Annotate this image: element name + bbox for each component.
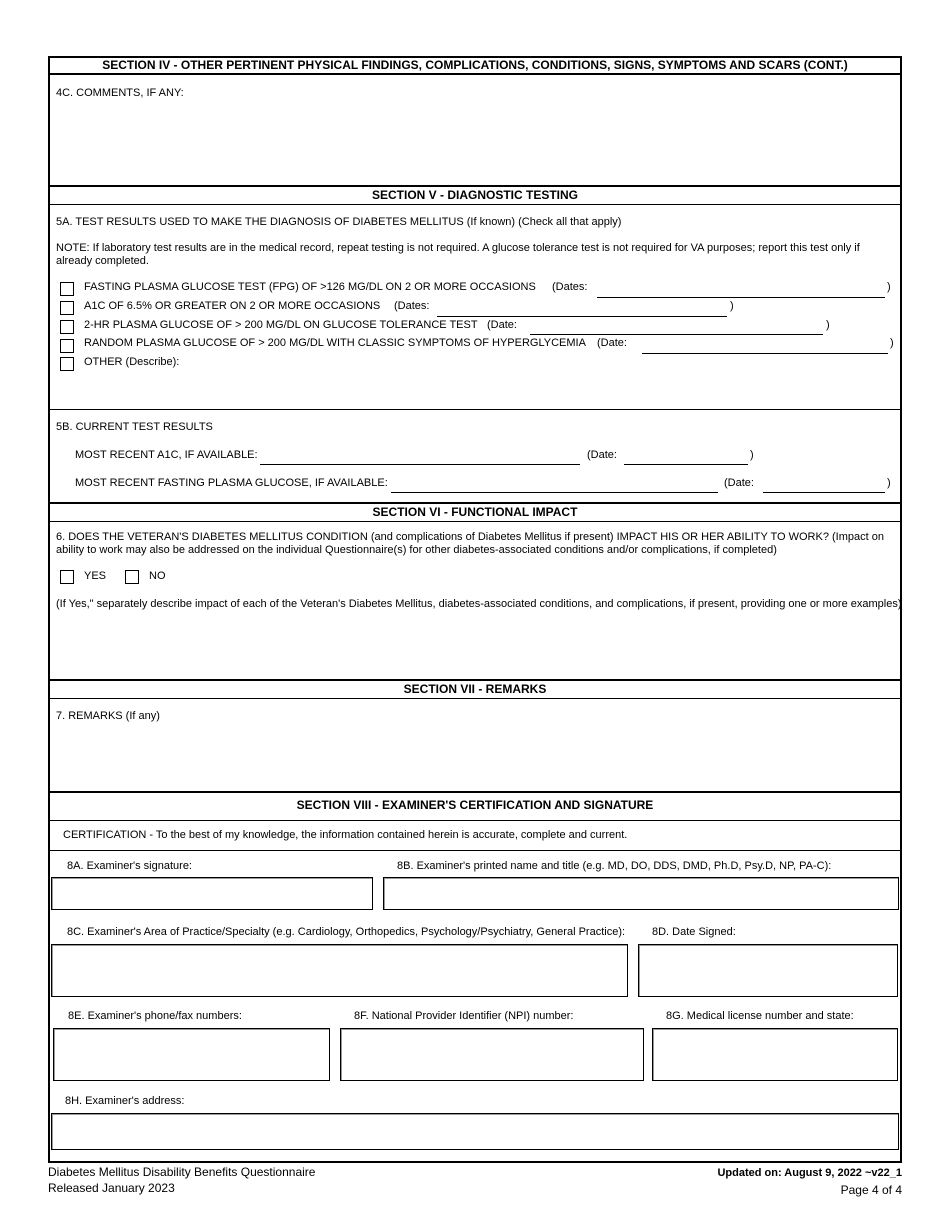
- fpg-dates-label: (Dates:: [552, 281, 588, 293]
- f8h-label: 8H. Examiner's address:: [65, 1095, 185, 1107]
- section-v-title: SECTION V - DIAGNOSTIC TESTING: [371, 188, 578, 202]
- printed-name-field[interactable]: [383, 877, 899, 910]
- fpg-date-label: (Date:: [724, 477, 754, 489]
- a1c-option-label: A1C OF 6.5% OR GREATER ON 2 OR MORE OCCASIONS: [84, 300, 381, 312]
- divider: [48, 73, 902, 75]
- random-glucose-checkbox[interactable]: [60, 339, 74, 353]
- section-viii-title: SECTION VIII - EXAMINER'S CERTIFICATION AND SIGNATURE: [296, 798, 654, 812]
- q6-label: 6. DOES THE VETERAN'S DIABETES MELLITUS CONDITION (and complications of Diabetes Mellitus if present) IMPACT HIS OR HER ABILITY TO WORK? (Impact on ability to work may also be addressed on the individual Questionnaire(s) for other diabetes-associated conditions and/or complications, if completed): [56, 531, 884, 556]
- fpg-checkbox[interactable]: [60, 282, 74, 296]
- fpg-result-field[interactable]: [391, 492, 718, 493]
- f8f-label: 8F. National Provider Identifier (NPI) number:: [354, 1010, 574, 1022]
- no-checkbox[interactable]: [125, 570, 139, 584]
- address-field[interactable]: [51, 1113, 899, 1150]
- gtt-date-field[interactable]: [530, 334, 823, 335]
- fpg-result-label: MOST RECENT FASTING PLASMA GLUCOSE, IF AVAILABLE:: [75, 477, 388, 489]
- gtt-option-label: 2-HR PLASMA GLUCOSE OF > 200 MG/DL ON GLUCOSE TOLERANCE TEST: [84, 319, 478, 331]
- a1c-dates-label: (Dates:: [394, 300, 430, 312]
- note-text: NOTE: If laboratory test results are in the medical record, repeat testing is not required. A glucose tolerance test is not required for VA purposes; report this test only if already completed.: [56, 242, 860, 267]
- section-iv-title: SECTION IV - OTHER PERTINENT PHYSICAL FINDINGS, COMPLICATIONS, CONDITIONS, SIGNS, SYMPTOMS AND SCARS (CONT.): [102, 58, 848, 72]
- signature-field[interactable]: [51, 877, 373, 910]
- gtt-date-label: (Date:: [487, 319, 517, 331]
- close-paren: ): [890, 337, 894, 349]
- npi-field[interactable]: [340, 1028, 644, 1081]
- section-vii-title: SECTION VII - REMARKS: [403, 682, 547, 696]
- footer-released: Released January 2023: [48, 1181, 175, 1195]
- q7-label: 7. REMARKS (If any): [56, 710, 160, 722]
- impact-description-field[interactable]: [52, 614, 898, 678]
- specialty-field[interactable]: [51, 944, 628, 997]
- a1c-result-date-field[interactable]: [624, 464, 748, 465]
- footer-updated: Updated on: August 9, 2022 ~v22_1: [717, 1167, 902, 1179]
- license-field[interactable]: [652, 1028, 898, 1081]
- gtt-checkbox[interactable]: [60, 320, 74, 334]
- random-glucose-option-label: RANDOM PLASMA GLUCOSE OF > 200 MG/DL WITH CLASSIC SYMPTOMS OF HYPERGLYCEMIA: [84, 337, 586, 349]
- divider: [48, 791, 902, 793]
- random-glucose-date-field[interactable]: [642, 353, 888, 354]
- divider: [48, 185, 902, 187]
- f8a-label: 8A. Examiner's signature:: [67, 860, 192, 872]
- yes-label: YES: [84, 570, 107, 582]
- divider: [48, 409, 902, 410]
- if-yes-text: (If Yes," separately describe impact of each of the Veteran's Diabetes Mellitus, diabetes-associated conditions, and complications, if present, providing one or more examples): [56, 598, 902, 610]
- certification-text: CERTIFICATION - To the best of my knowledge, the information contained herein is accurate, complete and current.: [63, 829, 628, 841]
- no-label: NO: [149, 570, 166, 582]
- close-paren: ): [887, 477, 891, 489]
- divider: [48, 521, 902, 522]
- close-paren: ): [750, 449, 754, 461]
- close-paren: ): [826, 319, 830, 331]
- a1c-date-label: (Date:: [587, 449, 617, 461]
- divider: [48, 820, 902, 821]
- a1c-dates-field[interactable]: [437, 316, 727, 317]
- f8g-label: 8G. Medical license number and state:: [666, 1010, 854, 1022]
- f8e-label: 8E. Examiner's phone/fax numbers:: [68, 1010, 242, 1022]
- f8d-label: 8D. Date Signed:: [652, 926, 736, 938]
- other-checkbox[interactable]: [60, 357, 74, 371]
- footer-page-number: Page 4 of 4: [840, 1183, 902, 1197]
- divider: [48, 502, 902, 504]
- section-vi-title: SECTION VI - FUNCTIONAL IMPACT: [372, 505, 578, 519]
- comments-field[interactable]: [52, 102, 898, 184]
- fpg-result-date-field[interactable]: [763, 492, 885, 493]
- f8b-label: 8B. Examiner's printed name and title (e.g. MD, DO, DDS, DMD, Ph.D, Psy.D, NP, PA-C):: [397, 860, 832, 872]
- fpg-dates-field[interactable]: [597, 297, 885, 298]
- phone-fax-field[interactable]: [53, 1028, 330, 1081]
- fpg-option-label: FASTING PLASMA GLUCOSE TEST (FPG) OF >126 MG/DL ON 2 OR MORE OCCASIONS: [84, 281, 536, 293]
- date-signed-field[interactable]: [638, 944, 898, 997]
- divider: [48, 204, 902, 205]
- a1c-checkbox[interactable]: [60, 301, 74, 315]
- divider: [48, 850, 902, 851]
- footer-form-name: Diabetes Mellitus Disability Benefits Questionnaire: [48, 1165, 316, 1179]
- q5b-label: 5B. CURRENT TEST RESULTS: [56, 421, 213, 433]
- random-glucose-date-label: (Date:: [597, 337, 627, 349]
- other-option-label: OTHER (Describe):: [84, 356, 180, 368]
- q4c-label: 4C. COMMENTS, IF ANY:: [56, 87, 184, 99]
- remarks-field[interactable]: [52, 726, 898, 790]
- a1c-result-field[interactable]: [260, 464, 580, 465]
- divider: [48, 698, 902, 699]
- yes-checkbox[interactable]: [60, 570, 74, 584]
- close-paren: ): [730, 300, 734, 312]
- a1c-result-label: MOST RECENT A1C, IF AVAILABLE:: [75, 449, 258, 461]
- f8c-label: 8C. Examiner's Area of Practice/Specialty (e.g. Cardiology, Orthopedics, Psychology/Psychiatry, General Practice):: [67, 926, 626, 938]
- divider: [48, 679, 902, 681]
- q5a-label: 5A. TEST RESULTS USED TO MAKE THE DIAGNOSIS OF DIABETES MELLITUS (If known) (Check all that apply): [56, 216, 622, 228]
- close-paren: ): [887, 281, 891, 293]
